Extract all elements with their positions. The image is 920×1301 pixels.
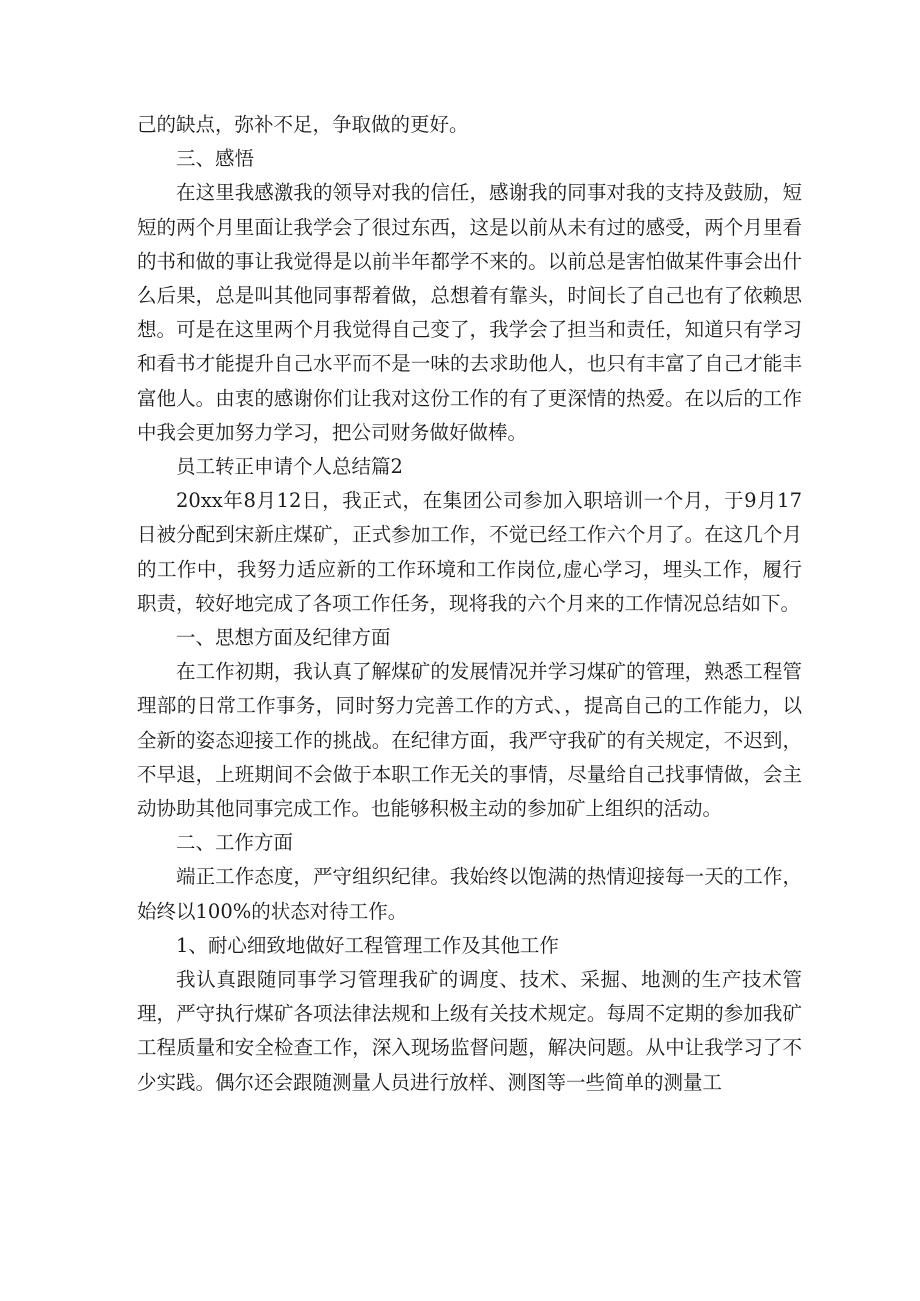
article-title: 员工转正申请个人总结篇2	[176, 455, 403, 479]
paragraph: 我认真跟随同事学习管理我矿的调度、技术、采掘、地测的生产技术管理，严守执行煤矿各项法律法规和上级有关技术规定。每周不定期的参加我矿工程质量和安全检查工作，深入现场监督问题，解决问题。从中让我学习了不少实践。偶尔还会跟随测量人员进行放样、测图等一些简单的测量工	[137, 968, 802, 1094]
section-heading-insights: 三、感悟	[176, 147, 255, 171]
paragraph: 在这里我感激我的领导对我的信任，感谢我的同事对我的支持及鼓励，短短的两个月里面让我学会了很过东西，这是以前从未有过的感受，两个月里看的书和做的事让我觉得是以前半年都学不来的。以前总是害怕做某件事会出什么后果，总是叫其他同事帮着做，总想着有靠头，时间长了自己也有了依赖思想。可是在这里两个月我觉得自己变了，我学会了担当和责任，知道只有学习和看书才能提升自己水平而不是一味的去求助他人，也只有丰富了自己才能丰富他人。由衷的感谢你们让我对这份工作的有了更深情的热爱。在以后的工作中我会更加努力学习，把公司财务做好做棒。	[137, 181, 802, 444]
paragraph: 端正工作态度，严守组织纪律。我始终以饱满的热情迎接每一天的工作，始终以100%的状态对待工作。	[137, 865, 802, 923]
section-heading-work: 二、工作方面	[176, 831, 294, 855]
paragraph: 己的缺点，弥补不足，争取做的更好。	[137, 113, 469, 136]
paragraph: 20xx年8月12日，我正式，在集团公司参加入职培训一个月，于9月17日被分配到宋新庄煤矿，正式参加工作，不觉已经工作六个月了。在这几个月的工作中，我努力适应新的工作环境和工作岗位,虚心学习，埋头工作，履行职责，较好地完成了各项工作任务，现将我的六个月来的工作情况总结如下。	[137, 489, 802, 615]
section-heading-ideology-discipline: 一、思想方面及纪律方面	[176, 626, 391, 650]
paragraph: 在工作初期，我认真了解煤矿的发展情况并学习煤矿的管理，熟悉工程管理部的日常工作事务，同时努力完善工作的方式、，提高自己的工作能力，以全新的姿态迎接工作的挑战。在纪律方面，我严守我矿的有关规定，不迟到，不早退，上班期间不会做于本职工作无关的事情，尽量给自己找事情做，会主动协助其他同事完成工作。也能够积极主动的参加矿上组织的活动。	[137, 660, 802, 821]
document-body	[137, 108, 802, 1100]
subsection-heading: 1、耐心细致地做好工程管理工作及其他工作	[176, 933, 559, 957]
